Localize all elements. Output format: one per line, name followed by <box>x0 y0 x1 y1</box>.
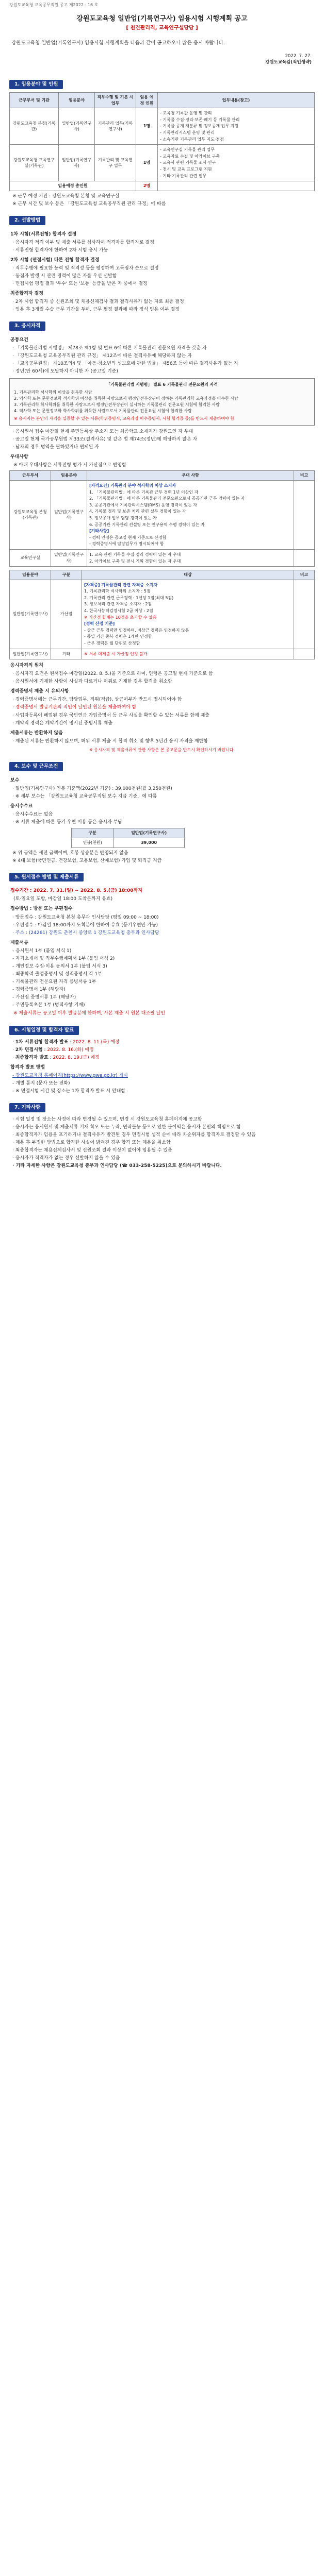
schedule-label: 1차 서류전형 합격자 발표 <box>15 1039 69 1045</box>
duty-item: - 교육연구실 기록물 관리 업무 <box>160 147 215 152</box>
sub-heading: 2차 시험 (면접시험) 다른 전형 합격자 결정 <box>10 257 100 263</box>
list-item: · 경력증명서 발급기관의 직인이 날인된 원본을 제출하여야 함 <box>12 704 315 711</box>
box-item: 1. 기록관리학 석사학위 이상을 취득한 사람 <box>14 390 92 395</box>
table-row <box>10 181 315 191</box>
bonus-item: 4. 한국사능력검정시험 2급 이상 : 2점 <box>84 608 153 614</box>
salary-table <box>71 828 185 848</box>
section-heading: 7. 기타사항 <box>9 1103 45 1112</box>
list-item: · ※ 세부 보수는 「강원도교육청 교육공무직원 보수 지급 기준」에 따름 <box>12 793 315 800</box>
section-heading: 3. 응시자격 <box>9 321 45 331</box>
list-item: · 직무수행에 필요한 능력 및 적격성 등을 평정하여 고득점자 순으로 결정 <box>12 265 315 272</box>
sub-heading: 최종합격자 결정 <box>10 291 43 296</box>
table-header: 업무내용(참고) <box>158 93 315 108</box>
table-header: 직무수행 및 기본 시 업무 <box>95 93 136 108</box>
notice-page <box>0 0 324 1179</box>
table-cell: 강원도교육청 본청(기록관) <box>10 480 51 549</box>
bonus-item: ※ 서류 미제출 시 가산점 인정 불가 <box>84 651 148 656</box>
schedule-label: 최종합격자 발표 <box>15 1055 48 1060</box>
list-item: · 사업자등록이 폐업된 경우 국민연금 가입증명서 등 근무 사실을 확인할 수 있는 서류를 함께 제출 <box>12 713 315 719</box>
bonus-items-cell <box>82 580 294 649</box>
section-heading: 4. 보수 및 근무조건 <box>9 762 63 771</box>
table-cell <box>294 549 315 566</box>
section-heading: 6. 시험일정 및 합격자 발표 <box>9 1026 79 1035</box>
table-cell: 기타 <box>51 649 82 659</box>
positions-table <box>9 92 315 191</box>
list-item: · 응시원서에 기재한 사항이 사실과 다르거나 허위로 기재한 경우 합격을 취소함 <box>12 679 315 685</box>
list-item: · 제출된 서류는 반환하지 않으며, 허위 서류 제출 시 합격 취소 및 향후 5년간 응시 자격을 제한함 <box>12 738 315 745</box>
schedule-value: 2022. 8. 11.(목) 예정 <box>73 1039 120 1045</box>
pref-item: 2. 아카이브 구축 및 전시 기획 경험이 있는 자 우대 <box>89 558 181 564</box>
period-sub: (토·일요일 포함, 마감일 18:00 도착분까지 유효) <box>13 896 113 902</box>
table-cell: 1명 <box>136 145 158 181</box>
pref-intro: ※ 아래 우대사항은 서류전형 평가 시 가산점으로 반영함 <box>13 463 126 468</box>
pref-item: 6. 공공기관 기록관리 컨설팅 또는 연구용역 수행 경력이 있는 자 <box>89 522 205 527</box>
table-row <box>10 480 315 549</box>
total-label: 임용예정 총인원 <box>10 181 136 191</box>
table-cell: 기록관리 업무(기록연구사) <box>95 108 136 145</box>
list-item: · 응시자는 응시원서 및 제출서류 기재 착오 또는 누락, 연락불능 등으로 인한 불이익은 응시자 본인의 책임으로 함 <box>12 1124 315 1131</box>
table-row <box>10 649 315 659</box>
list-item: · 응시원서 접수 마감일 현재 주민등록상 주소지 또는 최종학교 소재지가 강원도인 자 우대 <box>12 429 315 435</box>
list-item: ※ 4대 보험(국민연금, 건강보험, 고용보험, 산재보험) 가입 및 퇴직금 지급 <box>12 858 162 863</box>
duty-item: - 기록물 수집·정리·보존·폐기 등 기록물 관리 <box>160 117 240 122</box>
sub-heading: 응시수수료 <box>10 804 33 809</box>
sub-heading: 보수 <box>10 778 20 784</box>
sub-heading: 경력증명서 제출 시 유의사항 <box>10 689 69 694</box>
list <box>9 240 315 254</box>
duty-item: - 기타 기록관리 관련 업무 <box>160 173 207 178</box>
list <box>9 948 315 1009</box>
table-row <box>72 838 185 848</box>
docs-note: ※ 제출서류는 공고일 이후 발급분에 한하며, 사본 제출 시 원본 대조필 날인 <box>13 1011 165 1016</box>
preference-table <box>9 470 315 567</box>
page-subtitle: [ 천견관리직, 교육연구실당당 ] <box>126 25 198 31</box>
list-item: · 정년(만 60세)에 도달하지 아니한 자 (공고일 기준) <box>12 368 315 375</box>
list-item: · 최종합격자는 채용신체검사서 및 신원조회 결과 이상이 없어야 임용될 수 있음 <box>12 1147 315 1154</box>
table-cell: 기록관리 및 교육연구 업무 <box>95 145 136 181</box>
box-note: ※ 응시자는 본인의 자격을 입증할 수 있는 서류(학위증명서, 교육과정 이수증명서, 시험 합격증 등)를 반드시 제출하여야 함 <box>14 416 235 421</box>
list-item: · 남자의 경우 병역을 필하였거나 면제된 자 <box>12 444 315 451</box>
bonus-item: [자격증] 기록물관리 관련 자격증 소지자 <box>84 582 158 587</box>
list-item: · ※ 서류 제출에 따른 등기 우편 비용 등은 응시자 부담 <box>12 819 315 826</box>
list-item: · 채용 후 부정한 방법으로 합격한 사실이 밝혀진 경우 합격 또는 채용을 취소함 <box>12 1140 315 1146</box>
duty-item: - 전시 및 교육 프로그램 지원 <box>160 167 212 172</box>
table-cell: 강원도교육청 본청(기록관) <box>10 108 59 145</box>
table-header: 대상 <box>82 570 294 580</box>
duties-cell <box>158 108 315 145</box>
pref-item: 4. 기록물 정리 및 보존 처리 관련 실무 경험이 있는 자 <box>89 509 186 514</box>
sub-heading: 공통요건 <box>10 337 28 343</box>
list-item: · 응시자격 요건은 원서접수 마감일(2022. 8. 5.)을 기준으로 하며, 연령은 공고일 현재 기준으로 함 <box>12 671 315 677</box>
list-item: - 개인정보 수집·이용 동의서 1부 (붙임 서식 3) <box>12 963 315 970</box>
schedule-value: 2022. 8. 19.(금) 예정 <box>53 1055 100 1060</box>
sub-heading: 응시자격의 원칙 <box>10 663 43 669</box>
pref-item: 5. 정보공개 업무 담당 경력이 있는 자 <box>89 515 157 520</box>
center-note: ※ 응시자격 및 제출서류에 관한 사항은 본 공고문을 반드시 확인하시기 바랍니다. <box>89 747 235 752</box>
bonus-item: 2. 기록관리 관련 근무경력 : 1년당 1점(최대 5점) <box>84 595 174 600</box>
section-heading: 2. 선발방법 <box>9 216 45 225</box>
table-header: 임용분야 <box>59 93 95 108</box>
notice-org: 강원도교육감(직인생략) <box>265 60 312 65</box>
list <box>9 265 315 287</box>
duty-item: - 교육사 관련 기록물 조사·연구 <box>160 160 216 165</box>
bonus-item: ※ 가산점 합계는 10점을 초과할 수 없음 <box>84 615 157 620</box>
list-item: · 공고일 현재 국가공무원법 제33조(결격사유) 및 같은 법 제74조(정년)에 해당하지 않은 자 <box>12 436 315 443</box>
table-header: 비고 <box>294 570 315 580</box>
list <box>9 786 315 800</box>
bonus-item: [경력 산정 기준] <box>84 621 115 626</box>
list-item: · 임용 후 3개월 수습 근무 기간을 두며, 근무 평정 결과에 따라 정식 임용 여부 결정 <box>12 307 315 313</box>
table-header: 근무부서 <box>10 471 51 481</box>
list-item: · 「강원도교육청 교육공무직원 관리 규정」 제12조에 따른 결격사유에 해당하지 않는 자 <box>12 353 315 360</box>
list <box>9 299 315 313</box>
table-header: 임용 예정 인원 <box>136 93 158 108</box>
list-item: · 시험 일정 및 장소는 사정에 따라 변경될 수 있으며, 변경 시 강원도교육청 홈페이지에 공고함 <box>12 1116 315 1123</box>
notes-list <box>9 850 315 865</box>
pref-item: [기타사항] <box>89 529 109 534</box>
list-item: · 2차 시험 합격자 중 신원조회 및 채용신체검사 결과 결격사유가 없는 자로 최종 결정 <box>12 299 315 306</box>
sub-heading: 우대사항 <box>10 454 28 460</box>
schedule-item: · 최종합격자 발표 : 2022. 8. 19.(금) 예정 <box>12 1055 315 1061</box>
box-item: 2. 역사학 또는 문헌정보학 석사학위 이상을 취득한 사람으로서 행정안전부장관이 정하는 기록관리학 교육과정을 이수한 사람 <box>14 396 238 401</box>
table-cell <box>294 480 315 549</box>
duties-cell <box>158 145 315 181</box>
notes-list <box>9 193 315 208</box>
list-item: · 방문접수 : 강원도교육청 본청 총무과 인사담당 (평일 09:00 ~ 18:00) <box>12 914 315 921</box>
list-item: ※ 근무 시간 및 보수 등은 「강원도교육청 교육공무직원 관리 규정」에 따름 <box>12 201 166 207</box>
table-cell: 일반업(기록연구사) <box>51 480 87 549</box>
list-item: - 최종학력 졸업증명서 및 성적증명서 각 1부 <box>12 971 315 978</box>
box-title: 「기록물관리법 시행령」 별표 6 기록물관리 전문요원의 자격 <box>106 382 218 387</box>
pref-items-cell <box>87 549 294 566</box>
list-item: · 응시자가 적격자가 없는 경우 선발하지 않을 수 있음 <box>12 1155 315 1162</box>
list <box>9 671 315 685</box>
list-item: · 계약직 경력은 계약기간이 명시된 증빙서류 제출 <box>12 720 315 727</box>
table-header: 우대 사항 <box>87 471 294 481</box>
list-item: · 응시수수료는 없음 <box>12 811 315 818</box>
list-item: - 개별 통지 (문자 또는 전화) <box>12 1080 315 1087</box>
list-item: · 주소 : (24261) 강원도 춘천시 중앙로 1 강원도교육청 총무과 인사담당 <box>12 930 315 937</box>
duty-item: - 소속기관 기록관리 업무 지도·점검 <box>160 137 224 142</box>
table-header: 일반업(기록연구사) <box>114 828 185 838</box>
table-header: 구분 <box>72 828 114 838</box>
qualification-box <box>9 378 315 426</box>
duty-item: - 교육자료 수집 및 아카이브 구축 <box>160 154 220 159</box>
intro-text: 강원도교육청 일반업(기록연구사) 임용시험 시행계획을 다음과 같이 공고하오니 많은 응시 바랍니다. <box>11 40 225 46</box>
pref-item: 2. 「기록물관리법」에 따른 기록물관리 전문요원으로서 공공기관 근무 경력이 있는 자 <box>89 496 245 501</box>
bonus-item: 1. 기록관리학 석사학위 소지자 : 5점 <box>84 589 151 594</box>
list-item: - 기록물관리 전문요원 자격 증빙서류 1부 <box>12 979 315 986</box>
table-cell: 일반업(기록연구사) <box>59 145 95 181</box>
table-row <box>10 108 315 145</box>
notice-number: 강원도교육청 교육공무직원 공고 제2022 - 16 호 <box>9 3 99 7</box>
list <box>9 429 315 451</box>
bonus-item: - 근무 경력은 월 단위로 산정함 <box>84 641 140 646</box>
list <box>9 697 315 726</box>
table-row <box>10 145 315 181</box>
section-heading: 1. 임용분야 및 인원 <box>9 80 63 89</box>
pref-item: [자격요건] 기록관리 분야 석사학위 이상 소지자 <box>89 483 176 488</box>
table-cell: 일반업(기록연구사) <box>59 108 95 145</box>
list <box>9 1073 315 1095</box>
list-item: · 서류전형 합격자에 한하여 2차 시험 응시 가능 <box>12 247 315 254</box>
bonus-item: - 상근 근무 경력만 인정하며, 비상근 경력은 인정하지 않음 <box>84 628 189 633</box>
homepage-link[interactable]: - 강원도교육청 홈페이지(https://www.gwe.go.kr) 게시 <box>12 1073 315 1079</box>
pref-item: 1. 교육 관련 기록물 수집·정리 경력이 있는 자 우대 <box>89 552 181 557</box>
list <box>9 914 315 937</box>
list-item: · 최종합격자가 임용을 포기하거나 결격사유가 발견된 경우 면접시험 성적 순에 따라 차순위자를 합격자로 결정할 수 있음 <box>12 1132 315 1139</box>
sub-heading: 접수기간 : 2022. 7. 31.(일) ~ 2022. 8. 5.(금) 18:00까지 <box>10 888 142 894</box>
total-value: 2명 <box>136 181 158 191</box>
table-header: 비고 <box>294 471 315 481</box>
pref-item: 1. 「기록물관리법」에 따른 기록관 근무 경력 1년 이상인 자 <box>89 489 199 495</box>
section-heading: 5. 원서접수 방법 및 제출서류 <box>9 873 84 882</box>
table-header: 임용분야 <box>51 471 87 481</box>
duty-item: - 교육청 기록관 운영 및 관리 <box>160 111 212 116</box>
schedule-label: 2차 면접시험 <box>15 1047 43 1053</box>
table-cell: 1명 <box>136 108 158 145</box>
pref-item: - 경력 인정은 공고일 현재 기준으로 산정함 <box>89 535 167 540</box>
table-cell: 39,000 <box>114 838 185 848</box>
list-item: · 기타 자세한 사항은 강원도교육청 총무과 인사담당 (☎ 033-258-5225)으로 문의하시기 바랍니다. <box>12 1163 315 1170</box>
sub-heading: 합격자 발표 방법 <box>10 1065 45 1071</box>
duty-item: - 기록관리시스템 운영 및 관리 <box>160 130 215 135</box>
table-cell: 교육연구실 <box>10 549 51 566</box>
table-cell: 일반업(기록연구사) <box>10 649 51 659</box>
table-header: 구분 <box>51 570 82 580</box>
box-item: 3. 기록관리학 학사학위를 취득한 사람으로서 행정안전부장관이 실시하는 기록물관리 전문요원 시험에 합격한 사람 <box>14 402 220 408</box>
table-cell <box>294 649 315 659</box>
list-item: · 「기록물관리법 시행령」 제78조 제1항 및 별표 6에 따른 기록물관리 전문요원 자격을 갖춘 자 <box>12 345 315 352</box>
list-item: · 응시자격 적격 여부 및 제출 서류를 심사하여 적격자를 합격자로 결정 <box>12 240 315 246</box>
sub-heading: 1차 시험(서류전형) 합격자 결정 <box>10 231 77 237</box>
list-item: - 응시원서 1부 (붙임 서식 1) <box>12 948 315 955</box>
list-item: - 자기소개서 및 직무수행계획서 1부 (붙임 서식 2) <box>12 956 315 962</box>
list-item: · 「교육공무원법」 제10조의4 및 「아동·청소년의 성보호에 관한 법률」 제56조 등에 따른 결격사유가 없는 자 <box>12 361 315 367</box>
pref-items-cell <box>87 480 294 549</box>
pref-item: 3. 공공기관에서 기록관리시스템(RMS) 운영 경력이 있는 자 <box>89 502 197 507</box>
page-title: 강원도교육청 일반업(기록연구사) 임용시험 시행계획 공고 <box>76 14 248 23</box>
schedule-item: · 1차 서류전형 합격자 발표 : 2022. 8. 11.(목) 예정 <box>12 1039 315 1046</box>
notice-date: 2022. 7. 27. <box>285 53 312 59</box>
table-row <box>10 580 315 649</box>
table-header: 임용분야 <box>10 570 51 580</box>
table-cell <box>294 580 315 649</box>
list-item: ※ 위 금액은 세전 금액이며, 호봉 상승분은 반영되지 않음 <box>12 850 128 856</box>
list <box>9 1116 315 1170</box>
table-cell: 가산점 <box>51 580 82 649</box>
schedule-item: · 2차 면접시험 : 2022. 8. 16.(화) 예정 <box>12 1047 315 1054</box>
table-cell <box>158 181 315 191</box>
list-item: · 경력증명서에는 근무기간, 담당업무, 직위(직급), 상근여부가 반드시 명시되어야 함 <box>12 697 315 703</box>
table-header: 근무부서 및 기관 <box>10 93 59 108</box>
list-item: · 일반업(기록연구사) 연봉 기준액(2022년 기준) : 39,000천원(월 3,250천원) <box>12 786 315 792</box>
table-cell: 일반업(기록연구사) <box>51 549 87 566</box>
table-cell: 일반업(기록연구사) <box>10 580 51 649</box>
table-cell: 연봉(천원) <box>72 838 114 848</box>
bonus-item: - 동일 기간 중복 경력은 1개만 인정함 <box>84 634 152 639</box>
list-item: · 우편접수 : 마감일 18:00까지 도착분에 한하여 유효 (등기우편만 가능) <box>12 922 315 929</box>
list-item: · 면접시험 평정 결과 '우수' 또는 '보통' 등급을 받은 자 중에서 결정 <box>12 281 315 287</box>
list <box>9 345 315 375</box>
list <box>9 738 315 745</box>
list-item: - ※ 면접시험 시간 및 장소는 1차 합격자 발표 시 안내함 <box>12 1088 315 1095</box>
list <box>9 811 315 826</box>
sub-heading: 접수방법 : 방문 또는 우편접수 <box>10 906 73 912</box>
box-item: 4. 역사학 또는 문헌정보학 학사학위를 취득한 사람으로서 기록물관리 전문요원 시험에 합격한 사람 <box>14 409 192 414</box>
schedule-value: 2022. 8. 16.(화) 예정 <box>47 1047 94 1053</box>
table-cell: 강원도교육청 교육연구실(기록관) <box>10 145 59 181</box>
sub-heading: 제출서류 <box>10 940 28 945</box>
table-row <box>10 549 315 566</box>
bonus-items-cell <box>82 649 294 659</box>
duty-item: - 기록물 공개 재분류 및 정보공개 업무 지원 <box>160 124 239 129</box>
list-item: · 동점자 발생 시 관련 경력이 많은 자를 우선 선발함 <box>12 273 315 280</box>
pref-item: - 경력증명서에 담당업무가 명시되어야 함 <box>89 541 164 547</box>
list-item: ※ 근무 예정 기관 : 강원도교육청 본청 및 교육연구실 <box>12 193 120 199</box>
bonus-item: 3. 정보처리 관련 자격증 소지자 : 2점 <box>84 602 152 607</box>
list-item: - 가산점 증빙서류 1부 (해당자) <box>12 994 315 1001</box>
list-item: - 경력증명서 1부 (해당자) <box>12 987 315 993</box>
list-item: - 주민등록초본 1부 (병적사항 기재) <box>12 1002 315 1009</box>
bonus-table <box>9 570 315 659</box>
schedule-list <box>9 1039 315 1061</box>
sub-heading: 제출서류는 반환하지 않음 <box>10 730 63 736</box>
